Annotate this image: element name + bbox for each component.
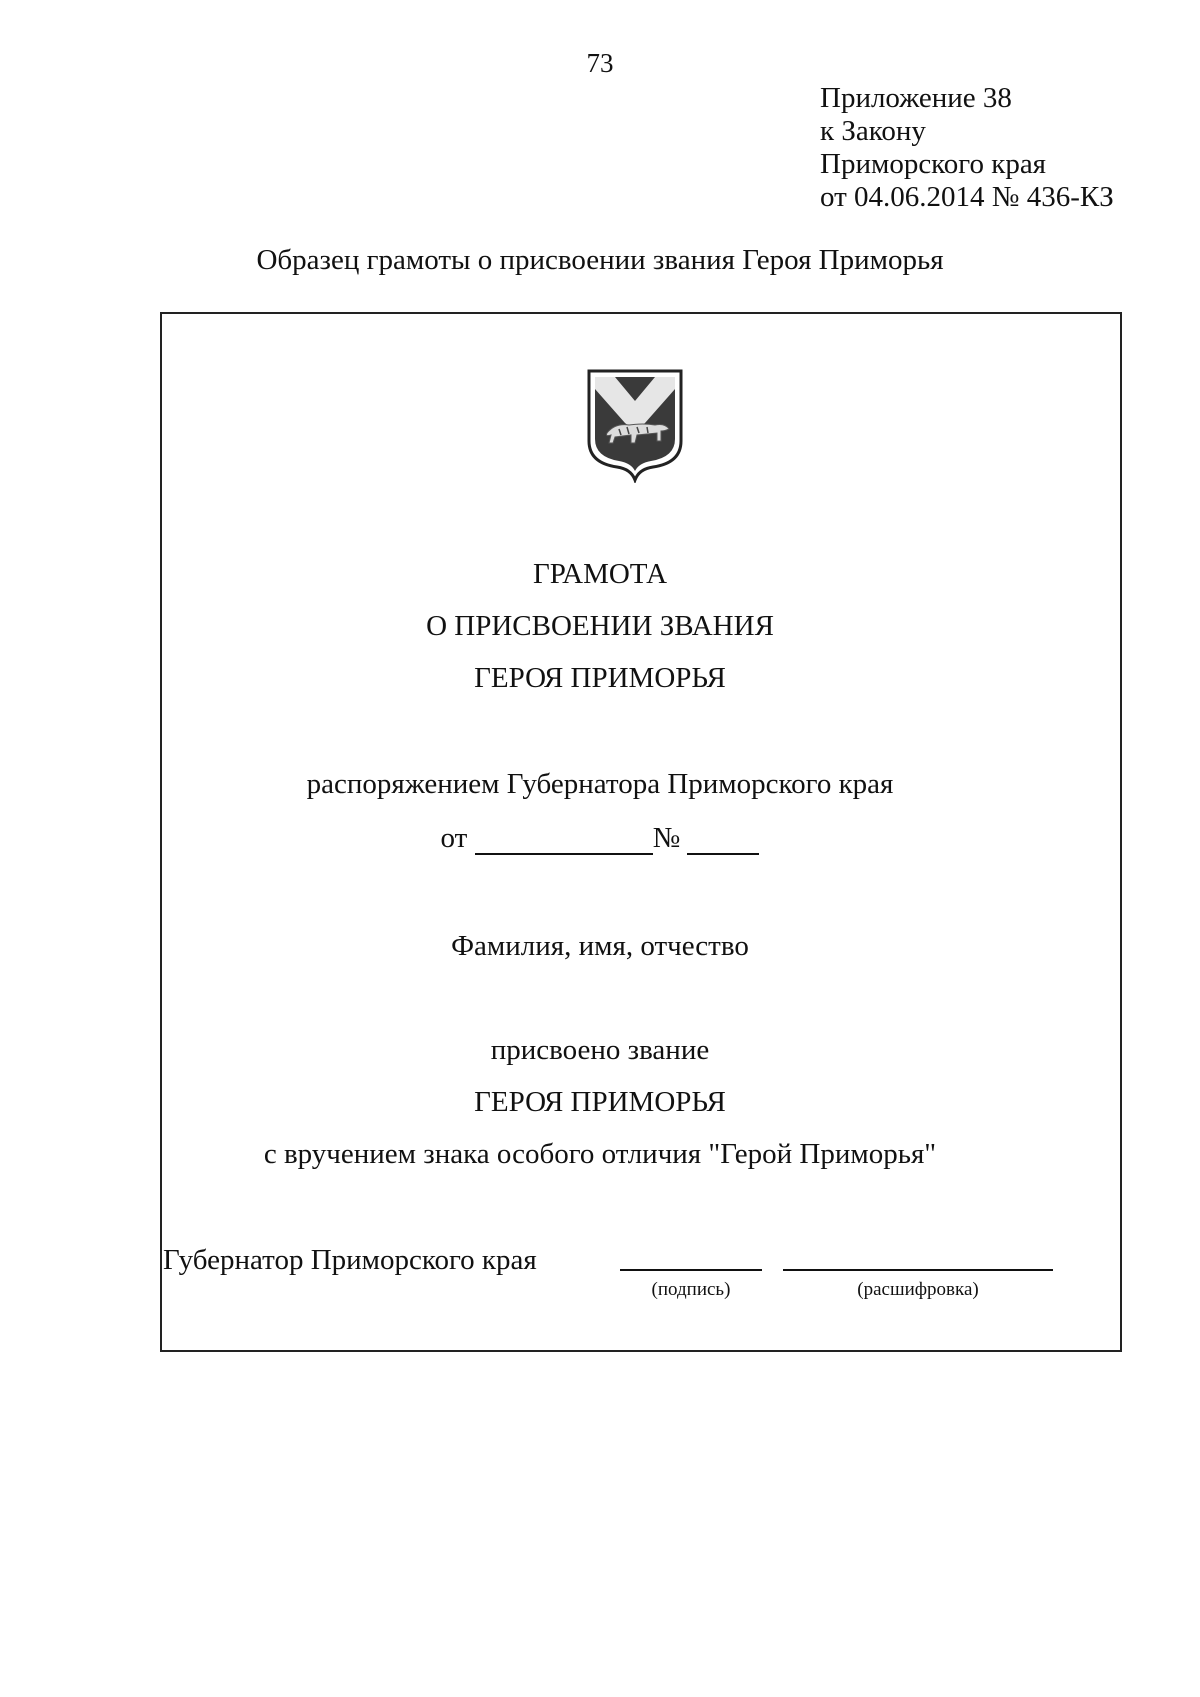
number-blank	[687, 827, 759, 855]
certificate-subtitle-hero: ГЕРОЯ ПРИМОРЬЯ	[474, 662, 726, 694]
governor-title: Губернатор Приморского края	[163, 1244, 537, 1276]
hero-title: ГЕРОЯ ПРИМОРЬЯ	[474, 1086, 726, 1118]
signature-line	[620, 1269, 762, 1271]
appendix-line: Приложение 38	[820, 82, 1012, 114]
assigned-text: присвоено звание	[490, 1034, 710, 1066]
page-number: 73	[586, 48, 614, 78]
appendix-line: от 04.06.2014 № 436-КЗ	[820, 181, 1114, 213]
signature-label: (подпись)	[651, 1279, 731, 1300]
decryption-label: (расшифровка)	[857, 1279, 979, 1300]
certificate-subtitle: О ПРИСВОЕНИИ ЗВАНИЯ	[426, 610, 774, 642]
award-text: с вручением знака особого отличия "Герой Приморья"	[263, 1138, 937, 1170]
date-blank	[475, 827, 653, 855]
order-text: распоряжением Губернатора Приморского края	[306, 768, 894, 800]
sample-title: Образец грамоты о присвоении звания Героя Приморья	[256, 244, 944, 276]
coat-of-arms-icon	[585, 367, 685, 483]
date-prefix: от	[440, 822, 468, 854]
appendix-line: Приморского края	[820, 148, 1047, 180]
appendix-line: к Закону	[820, 115, 926, 147]
fio-placeholder: Фамилия, имя, отчество	[451, 930, 749, 962]
appendix-reference	[820, 82, 1114, 214]
certificate-title: ГРАМОТА	[532, 558, 668, 590]
number-sign: №	[652, 822, 681, 854]
order-date-line	[0, 822, 1200, 855]
decryption-line	[783, 1269, 1053, 1271]
